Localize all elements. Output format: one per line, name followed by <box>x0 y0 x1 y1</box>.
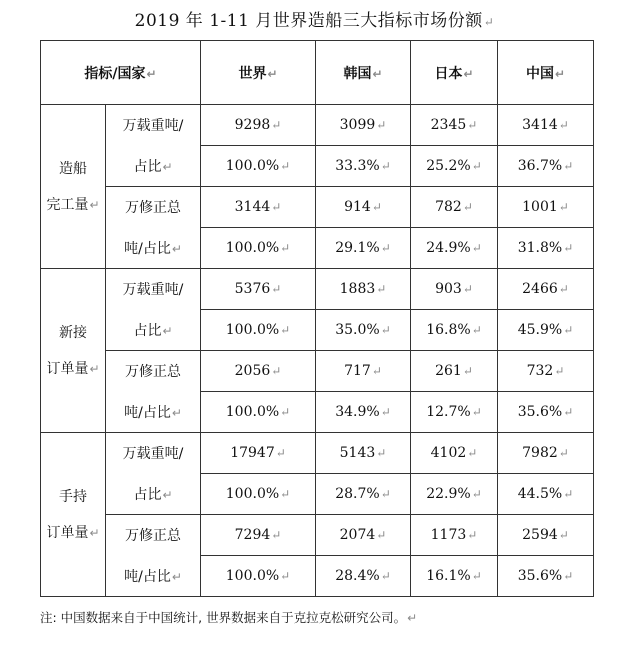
value-cell: 29.1%↵ <box>316 228 411 269</box>
value-cell: 5143↵ <box>316 433 411 474</box>
unit-cell: 万载重吨/ <box>106 433 201 474</box>
table-row <box>41 269 594 310</box>
value-cell: 45.9%↵ <box>498 310 594 351</box>
unit-cell: 万载重吨/ <box>106 105 201 146</box>
value-cell: 25.2%↵ <box>411 146 498 187</box>
value-cell: 16.1%↵ <box>411 556 498 597</box>
value-cell: 903↵ <box>411 269 498 310</box>
table-row <box>41 351 594 392</box>
header-world: 世界↵ <box>201 41 316 105</box>
title-text: 2019 年 1-11 月世界造船三大指标市场份额 <box>134 11 483 31</box>
footnote <box>40 608 417 628</box>
unit-cell: 万修正总 <box>106 515 201 556</box>
unit-cell: 占比↵ <box>106 310 201 351</box>
unit-cell: 吨/占比↵ <box>106 228 201 269</box>
value-cell: 2056↵ <box>201 351 316 392</box>
unit-cell: 万修正总 <box>106 351 201 392</box>
value-cell: 12.7%↵ <box>411 392 498 433</box>
unit-cell: 占比↵ <box>106 474 201 515</box>
value-cell: 31.8%↵ <box>498 228 594 269</box>
value-cell: 44.5%↵ <box>498 474 594 515</box>
paragraph-mark-icon: ↵ <box>89 197 100 212</box>
value-cell: 9298↵ <box>201 105 316 146</box>
table-row <box>41 187 594 228</box>
table-row <box>41 433 594 474</box>
table-row <box>41 474 594 515</box>
header-indicator: 指标/国家↵ <box>41 41 201 105</box>
unit-cell: 吨/占比↵ <box>106 556 201 597</box>
unit-cell: 占比↵ <box>106 146 201 187</box>
value-cell: 1001↵ <box>498 187 594 228</box>
value-cell: 100.0%↵ <box>201 228 316 269</box>
value-cell: 36.7%↵ <box>498 146 594 187</box>
paragraph-mark-icon: ↵ <box>483 15 495 29</box>
paragraph-mark-icon: ↵ <box>407 611 418 625</box>
paragraph-mark-icon: ↵ <box>554 66 566 81</box>
value-cell: 914↵ <box>316 187 411 228</box>
value-cell: 100.0%↵ <box>201 556 316 597</box>
value-cell: 782↵ <box>411 187 498 228</box>
group-label-new-orders: 新接 订单量↵ <box>41 269 106 433</box>
value-cell: 4102↵ <box>411 433 498 474</box>
value-cell: 35.0%↵ <box>316 310 411 351</box>
group-label-orderbook: 手持 订单量↵ <box>41 433 106 597</box>
unit-cell: 万修正总 <box>106 187 201 228</box>
unit-cell: 吨/占比↵ <box>106 392 201 433</box>
value-cell: 34.9%↵ <box>316 392 411 433</box>
paragraph-mark-icon: ↵ <box>89 525 100 540</box>
table-row <box>41 146 594 187</box>
value-cell: 100.0%↵ <box>201 146 316 187</box>
group-label-completions: 造船 完工量↵ <box>41 105 106 269</box>
value-cell: 28.7%↵ <box>316 474 411 515</box>
value-cell: 24.9%↵ <box>411 228 498 269</box>
value-cell: 16.8%↵ <box>411 310 498 351</box>
table-row <box>41 105 594 146</box>
table-row <box>41 515 594 556</box>
value-cell: 7982↵ <box>498 433 594 474</box>
header-japan: 日本↵ <box>411 41 498 105</box>
table-row <box>41 556 594 597</box>
paragraph-mark-icon: ↵ <box>267 66 278 81</box>
value-cell: 5376↵ <box>201 269 316 310</box>
value-cell: 2345↵ <box>411 105 498 146</box>
value-cell: 1883↵ <box>316 269 411 310</box>
value-cell: 1173↵ <box>411 515 498 556</box>
value-cell: 17947↵ <box>201 433 316 474</box>
header-korea: 韩国↵ <box>316 41 411 105</box>
value-cell: 3414↵ <box>498 105 594 146</box>
value-cell: 3099↵ <box>316 105 411 146</box>
paragraph-mark-icon: ↵ <box>463 66 474 81</box>
table-row <box>41 228 594 269</box>
value-cell: 3144↵ <box>201 187 316 228</box>
page-title <box>0 8 629 35</box>
value-cell: 2594↵ <box>498 515 594 556</box>
value-cell: 28.4%↵ <box>316 556 411 597</box>
paragraph-mark-icon: ↵ <box>89 361 100 376</box>
value-cell: 33.3%↵ <box>316 146 411 187</box>
value-cell: 732↵ <box>498 351 594 392</box>
value-cell: 261↵ <box>411 351 498 392</box>
footnote-text: 注: 中国数据来自于中国统计, 世界数据来自于克拉克松研究公司。 <box>40 610 407 625</box>
value-cell: 35.6%↵ <box>498 392 594 433</box>
table-row <box>41 310 594 351</box>
market-share-table <box>40 40 594 597</box>
value-cell: 22.9%↵ <box>411 474 498 515</box>
value-cell: 7294↵ <box>201 515 316 556</box>
value-cell: 717↵ <box>316 351 411 392</box>
unit-cell: 万载重吨/ <box>106 269 201 310</box>
header-china: 中国↵ <box>498 41 594 105</box>
value-cell: 2466↵ <box>498 269 594 310</box>
value-cell: 2074↵ <box>316 515 411 556</box>
table-row <box>41 392 594 433</box>
value-cell: 100.0%↵ <box>201 310 316 351</box>
table-header-row <box>41 41 594 105</box>
paragraph-mark-icon: ↵ <box>372 66 383 81</box>
value-cell: 100.0%↵ <box>201 392 316 433</box>
paragraph-mark-icon: ↵ <box>146 66 157 81</box>
value-cell: 35.6%↵ <box>498 556 594 597</box>
value-cell: 100.0%↵ <box>201 474 316 515</box>
